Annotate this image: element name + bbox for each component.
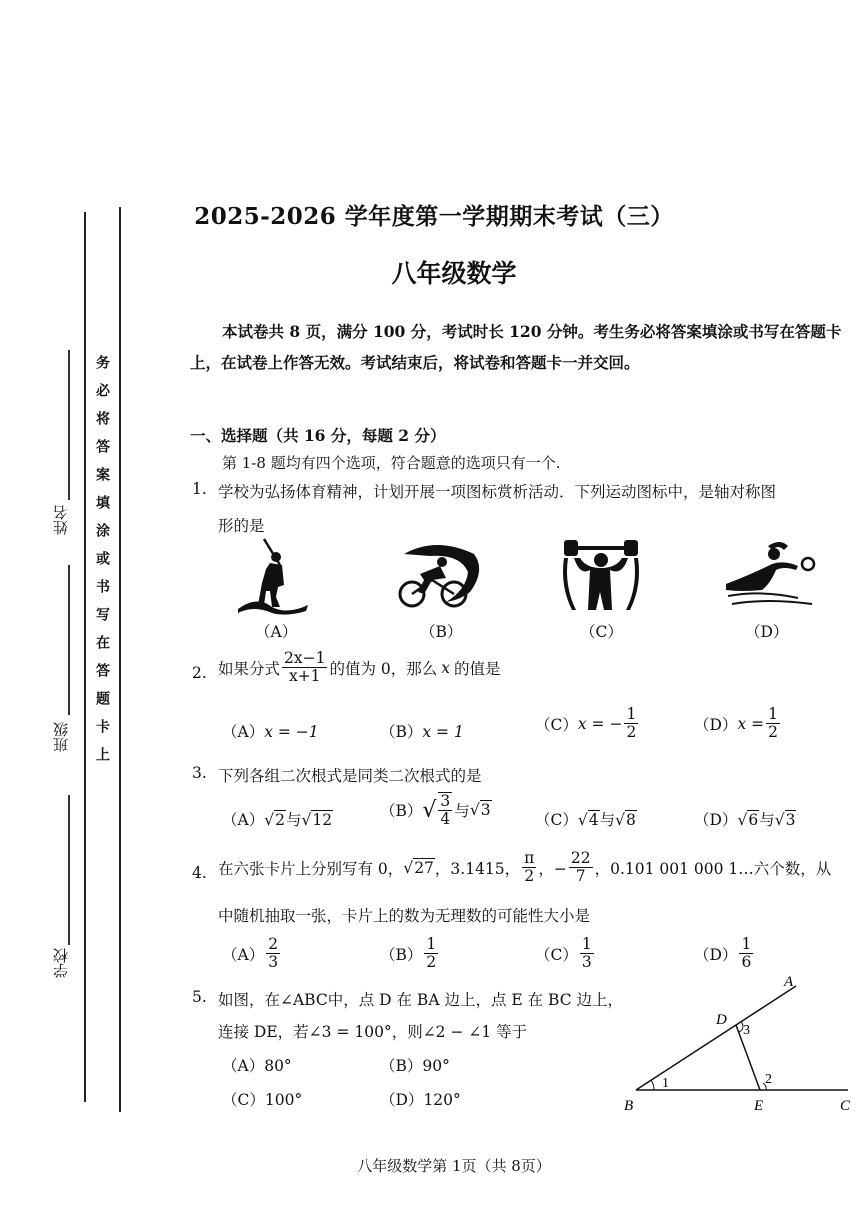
q3-number: 3. xyxy=(192,764,207,782)
q5-number: 5. xyxy=(192,988,207,1006)
q4-f-num: 22 xyxy=(570,849,591,867)
q4-mid1: ，3.1415， xyxy=(434,859,521,878)
q3-b-mid: 与 xyxy=(454,802,470,821)
q4-mid2: ，− xyxy=(538,859,567,878)
class-label: 班级 xyxy=(52,722,70,752)
angle-2-label: 2 xyxy=(765,1072,772,1087)
q5-option-a xyxy=(222,1054,292,1076)
weightlifter-icon xyxy=(560,536,642,614)
angle-1-arc xyxy=(651,1080,654,1090)
section-note: 第 1-8 题均有四个选项，符合题意的选项只有一个. xyxy=(222,454,561,472)
name-line xyxy=(68,350,70,500)
angle-3-label: 3 xyxy=(743,1023,750,1038)
q1-text-line2: 形的是 xyxy=(218,517,265,535)
q4-a-den: 3 xyxy=(268,953,279,972)
q2-number: 2. xyxy=(192,664,207,682)
q3-b-num: 3 xyxy=(440,792,451,810)
q4-option-a xyxy=(222,936,282,971)
q5-a-label: （A） xyxy=(222,1057,265,1075)
q2-c-pre: x = − xyxy=(577,714,623,733)
q4-d-num: 1 xyxy=(741,935,752,953)
name-label: 姓名 xyxy=(52,505,70,535)
q2-option-b xyxy=(380,720,464,742)
q5-d-text: 120° xyxy=(423,1091,461,1109)
q4-a-label: （A） xyxy=(222,945,265,964)
q2-d-num: 1 xyxy=(768,705,778,723)
q5-b-label: （B） xyxy=(380,1057,423,1075)
q4-pi-num: π xyxy=(524,849,535,867)
q4-text-line2: 中随机抽取一张，卡片上的数为无理数的可能性大小是 xyxy=(218,907,591,925)
q2-b-label: （B） xyxy=(380,723,423,741)
q2-c-den: 2 xyxy=(626,723,637,742)
q4-option-c xyxy=(535,936,596,971)
q2-option-d xyxy=(694,706,782,741)
q2-option-a xyxy=(222,720,319,742)
q1-label-b: （B） xyxy=(420,623,463,641)
q4-r1: 27 xyxy=(414,858,434,877)
exam-subject: 八年级数学 xyxy=(391,259,517,288)
q4-b-num: 1 xyxy=(426,935,437,953)
q3-option-a: （A）√2与√12 xyxy=(222,811,333,829)
q4-c-label: （C） xyxy=(535,945,578,964)
q3-option-c: （C）√4与√8 xyxy=(535,811,636,829)
q3-a-label: （A） xyxy=(222,811,265,829)
q1-label-c: （C） xyxy=(580,623,623,641)
school-line xyxy=(68,795,70,945)
q5-a-text: 80° xyxy=(264,1057,292,1075)
q5-text-line2: 连接 DE，若∠3 = 100°，则∠2 − ∠1 等于 xyxy=(218,1023,528,1041)
q3-option-d: （D）√6与√3 xyxy=(694,811,796,829)
q2-pre: 如果分式 xyxy=(218,659,281,678)
q4-b-label: （B） xyxy=(380,945,423,964)
q2-b-text: x = 1 xyxy=(422,723,464,741)
angle-1-label: 1 xyxy=(662,1076,669,1091)
q2-option-c xyxy=(535,706,640,741)
binding-instruction: 务必将答案填涂或书写在答题卡上 xyxy=(94,355,110,775)
cyclist-icon xyxy=(390,540,482,612)
q3-d-mid: 与 xyxy=(759,811,775,829)
q5-option-c xyxy=(222,1088,302,1110)
q3-d-label: （D） xyxy=(694,811,738,829)
q1-number: 1. xyxy=(192,480,207,498)
binding-line-right xyxy=(119,207,121,1112)
point-a-label: A xyxy=(784,974,794,990)
q4-f-den: 7 xyxy=(575,867,586,886)
q4-b-den: 2 xyxy=(426,953,437,972)
q3-c-r1: 4 xyxy=(588,811,599,829)
q4-option-d xyxy=(694,936,755,971)
q3-c-label: （C） xyxy=(535,811,578,829)
q4-c-den: 3 xyxy=(581,953,592,972)
q5-b-text: 90° xyxy=(422,1057,450,1075)
q4-post: ，0.101 001 000 1…六个数，从 xyxy=(594,859,832,878)
q3-a-mid: 与 xyxy=(285,811,302,829)
q4-c-num: 1 xyxy=(581,935,592,953)
q1-label-a: （A） xyxy=(255,623,298,641)
q3-c-r2: 8 xyxy=(626,811,636,829)
q4-a-num: 2 xyxy=(268,935,279,953)
binding-line-left xyxy=(84,212,86,1102)
point-b-label: B xyxy=(624,1098,634,1114)
q2-frac-den: x+1 xyxy=(288,667,321,686)
q3-c-mid: 与 xyxy=(599,811,616,829)
volleyball-icon xyxy=(722,540,818,612)
q2-d-den: 2 xyxy=(768,723,778,742)
q5-option-b xyxy=(380,1054,450,1076)
golfer-icon xyxy=(232,535,312,615)
q5-d-label: （D） xyxy=(380,1091,424,1109)
ray-ba xyxy=(636,986,796,1090)
point-c-label: C xyxy=(840,1098,851,1114)
q2-d-pre: x = xyxy=(737,714,765,733)
exam-intro: 本试卷共 8 页，满分 100 分，考试时长 120 分钟。考生务必将答案填涂或书写在答题卡上，在试卷上作答无效。考试结束后，将试卷和答题卡一并交回。 xyxy=(190,322,842,372)
q3-text: 下列各组二次根式是同类二次根式的是 xyxy=(218,767,482,785)
q2-text xyxy=(218,650,501,685)
q3-d-r2: 3 xyxy=(785,811,796,829)
q2-var: x xyxy=(441,658,451,677)
school-label: 学校 xyxy=(52,948,70,978)
q3-b-r2: 3 xyxy=(480,801,491,820)
point-d-label: D xyxy=(716,1012,727,1028)
q2-d-label: （D） xyxy=(694,715,738,734)
q5-option-d xyxy=(380,1088,461,1110)
q2-frac-num: 2x−1 xyxy=(284,649,326,667)
q4-text-line1: 在六张卡片上分别写有 0， √27 ，3.1415， $\frac{\pi}{2}$ ，− $\frac{22}{7}$ ，0.101 001 000 1…六个数，从 xyxy=(218,849,832,886)
q2-post: 的值为 0，那么 xyxy=(329,659,438,678)
q2-fraction xyxy=(282,650,327,685)
q4-pi-den: 2 xyxy=(524,867,535,886)
q3-option-b: （B） √ $\frac{3}{4}$ 与 √3 xyxy=(380,792,491,829)
q3-b-den: 4 xyxy=(440,810,451,829)
q4-option-b xyxy=(380,936,440,971)
q4-d-label: （D） xyxy=(694,945,738,964)
q3-b-label: （B） xyxy=(380,802,423,821)
section-heading: 一、选择题（共 16 分，每题 2 分） xyxy=(190,426,446,445)
q2-post2: 的值是 xyxy=(454,659,501,678)
class-line xyxy=(68,565,70,715)
q4-number: 4. xyxy=(192,864,207,882)
q2-c-label: （C） xyxy=(535,715,578,734)
q1-text-line1: 学校为弘扬体育精神，计划开展一项图标赏析活动．下列运动图标中，是轴对称图 xyxy=(218,483,777,501)
point-e-label: E xyxy=(754,1098,764,1114)
q3-a-r2: 12 xyxy=(312,811,333,829)
q4-pre: 在六张卡片上分别写有 0， xyxy=(218,859,404,878)
q2-a-text: x = −1 xyxy=(264,723,319,741)
q1-label-d: （D） xyxy=(745,623,789,641)
q2-a-label: （A） xyxy=(222,723,265,741)
q5-c-text: 100° xyxy=(264,1091,303,1109)
triangle-figure xyxy=(620,970,860,1120)
q4-d-den: 6 xyxy=(741,953,752,972)
q5-text-line1: 如图，在∠ABC中，点 D 在 BA 边上，点 E 在 BC 边上， xyxy=(218,991,623,1009)
q3-a-r1: 2 xyxy=(275,811,285,829)
q5-c-label: （C） xyxy=(222,1091,265,1109)
page-footer: 八年级数学第 1页（共 8页） xyxy=(357,1157,551,1175)
q2-c-num: 1 xyxy=(626,705,637,723)
exam-title: 2025-2026 学年度第一学期期末考试（三） xyxy=(194,203,674,230)
q3-d-r1: 6 xyxy=(748,811,759,829)
